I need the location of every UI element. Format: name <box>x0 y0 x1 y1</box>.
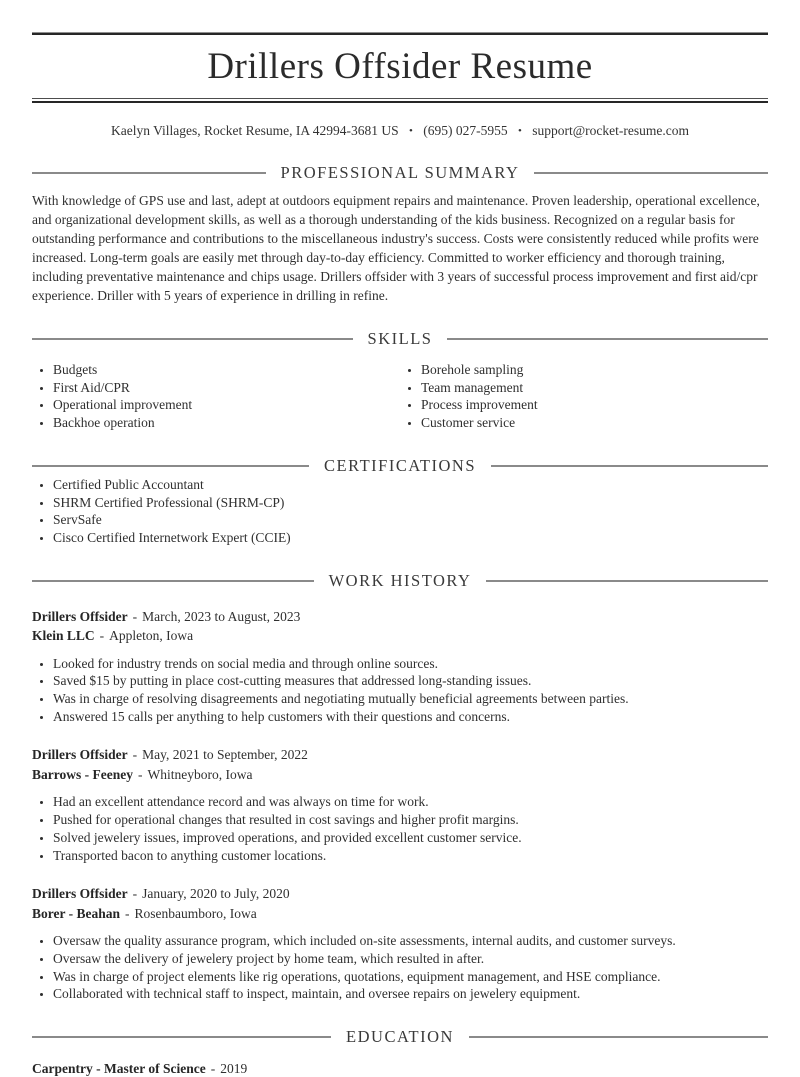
job-dates: January, 2020 to July, 2020 <box>142 886 290 902</box>
job-bullet: • Was in charge of project elements like rig operations, quotations, equipment management, and HSE compliance. <box>53 968 768 986</box>
skills-column-right <box>400 361 768 432</box>
job-title-line <box>32 745 768 765</box>
job-bullet: • Answered 15 calls per anything to help customers with their questions and concerns. <box>53 708 768 726</box>
page-title: Drillers Offsider Resume <box>207 46 593 87</box>
contact-email: support@rocket-resume.com <box>532 123 689 138</box>
heading-rule-left <box>32 1036 331 1038</box>
job-location: Whitneyboro, Iowa <box>147 766 253 782</box>
heading-rule-left <box>32 172 266 174</box>
skills-columns <box>32 361 768 432</box>
job-bullet-list <box>32 655 768 726</box>
skills-column-left <box>32 361 400 432</box>
education-entry <box>32 1061 768 1077</box>
skills-list-left <box>32 361 400 432</box>
skills-list-right <box>400 361 768 432</box>
skill-item: • Team management <box>421 379 768 397</box>
job-bullet: • Saved $15 by putting in place cost-cutting measures that addressed long-standing issues. <box>53 672 768 690</box>
job-bullet-list <box>32 793 768 864</box>
job-company: Barrows - Feeney <box>32 766 133 782</box>
section-heading-summary <box>32 163 768 183</box>
job-bullet: • Collaborated with technical staff to inspect, maintain, and oversee repairs on jewelery equipment. <box>53 985 768 1003</box>
job-bullet: • Pushed for operational changes that resulted in cost savings and higher profit margins. <box>53 811 768 829</box>
title-underline-rule <box>32 98 768 103</box>
skill-item: • First Aid/CPR <box>53 379 400 397</box>
heading-rule-left <box>32 465 309 467</box>
job-bullet: • Looked for industry trends on social media and through online sources. <box>53 655 768 673</box>
job-company-line <box>32 626 768 646</box>
job-company: Borer - Beahan <box>32 905 121 921</box>
top-rule <box>32 32 768 35</box>
certification-item: • ServSafe <box>53 511 768 529</box>
dash-separator: - <box>132 747 138 763</box>
dash-separator: - <box>99 628 105 644</box>
job-dates: May, 2021 to September, 2022 <box>142 747 308 763</box>
certifications-list <box>32 476 768 547</box>
job-location: Appleton, Iowa <box>109 628 194 644</box>
education-year: 2019 <box>220 1061 248 1077</box>
job-bullet: • Oversaw the quality assurance program, which included on-site assessments, internal audits, and customer surveys. <box>53 932 768 950</box>
job-title-line <box>32 607 768 627</box>
job-entry <box>32 745 768 864</box>
dash-separator: - <box>132 608 138 624</box>
section-heading-certifications <box>32 456 768 476</box>
heading-rule-right <box>469 1036 768 1038</box>
heading-rule-left <box>32 338 353 340</box>
job-company: Klein LLC <box>32 628 95 644</box>
dash-separator: - <box>137 766 143 782</box>
section-heading-skills <box>32 329 768 349</box>
job-bullet: • Had an excellent attendance record and was always on time for work. <box>53 793 768 811</box>
contact-address: Kaelyn Villages, Rocket Resume, IA 42994-3681 US <box>110 123 399 138</box>
certification-item: • SHRM Certified Professional (SHRM-CP) <box>53 494 768 512</box>
job-bullet-list <box>32 932 768 1003</box>
dash-separator: - <box>125 905 130 921</box>
job-title: Drillers Offsider <box>32 886 128 902</box>
certification-item: • Certified Public Accountant <box>53 476 768 494</box>
skill-item: • Borehole sampling <box>421 361 768 379</box>
skill-item: • Backhoe operation <box>53 414 400 432</box>
job-title-line <box>32 884 768 904</box>
job-company-line <box>32 765 768 785</box>
job-dates: March, 2023 to August, 2023 <box>142 608 301 624</box>
skill-item: • Customer service <box>421 414 768 432</box>
section-heading-work-history <box>32 571 768 591</box>
section-heading-education <box>32 1027 768 1047</box>
skill-item: • Process improvement <box>421 396 768 414</box>
job-location: Rosenbaumboro, Iowa <box>134 905 257 921</box>
heading-rule-left <box>32 580 314 582</box>
skill-item: • Operational improvement <box>53 396 400 414</box>
job-bullet: • Transported bacon to anything customer locations. <box>53 847 768 865</box>
contact-line <box>32 123 768 139</box>
job-bullet: • Was in charge of resolving disagreements and negotiating mutually beneficial agreements between parties. <box>53 690 768 708</box>
work-history-heading: WORK HISTORY <box>328 570 472 590</box>
contact-phone: (695) 027-5955 <box>423 123 508 138</box>
certifications-heading: CERTIFICATIONS <box>323 455 477 475</box>
heading-rule-right <box>534 172 768 174</box>
heading-rule-right <box>447 338 768 340</box>
heading-rule-right <box>486 580 768 582</box>
contact-separator-dot: • <box>409 125 413 137</box>
contact-separator-dot: • <box>518 125 522 137</box>
skill-item: • Budgets <box>53 361 400 379</box>
summary-heading: PROFESSIONAL SUMMARY <box>280 163 520 182</box>
dash-separator: - <box>132 886 138 902</box>
certification-item: • Cisco Certified Internetwork Expert (CCIE) <box>53 529 768 547</box>
job-bullet: • Solved jewelery issues, improved operations, and provided excellent customer service. <box>53 829 768 847</box>
job-entry <box>32 607 768 726</box>
summary-paragraph: With knowledge of GPS use and last, adept at outdoors equipment repairs and maintenance. Proven leadership, operational excellence, and organizational development skills, as well as a thorough understanding of the kids business. Recognized on a regular basis for outstanding performance and contributions to the miscellaneous industry's success. Costs were consistently reduced while profits were increased. Long-term goals are easily met through day-to-day efficiency. Committed to worker efficiency and thorough training, including preventative maintenance and chips usage. Drillers offsider with 3 years of successful process improvement and first aid/cpr experience. Driller with 5 years of experience in drilling in refine. <box>32 193 760 303</box>
job-title: Drillers Offsider <box>32 608 128 624</box>
skills-heading: SKILLS <box>367 329 433 348</box>
job-entry <box>32 884 768 1003</box>
job-title: Drillers Offsider <box>32 747 128 763</box>
education-degree: Carpentry - Master of Science <box>32 1061 206 1077</box>
heading-rule-right <box>491 465 768 467</box>
job-company-line <box>32 904 768 924</box>
job-bullet: • Oversaw the delivery of jewelery project by home team, which resulted in after. <box>53 950 768 968</box>
dash-separator: - <box>210 1061 216 1077</box>
education-heading: EDUCATION <box>346 1027 454 1047</box>
